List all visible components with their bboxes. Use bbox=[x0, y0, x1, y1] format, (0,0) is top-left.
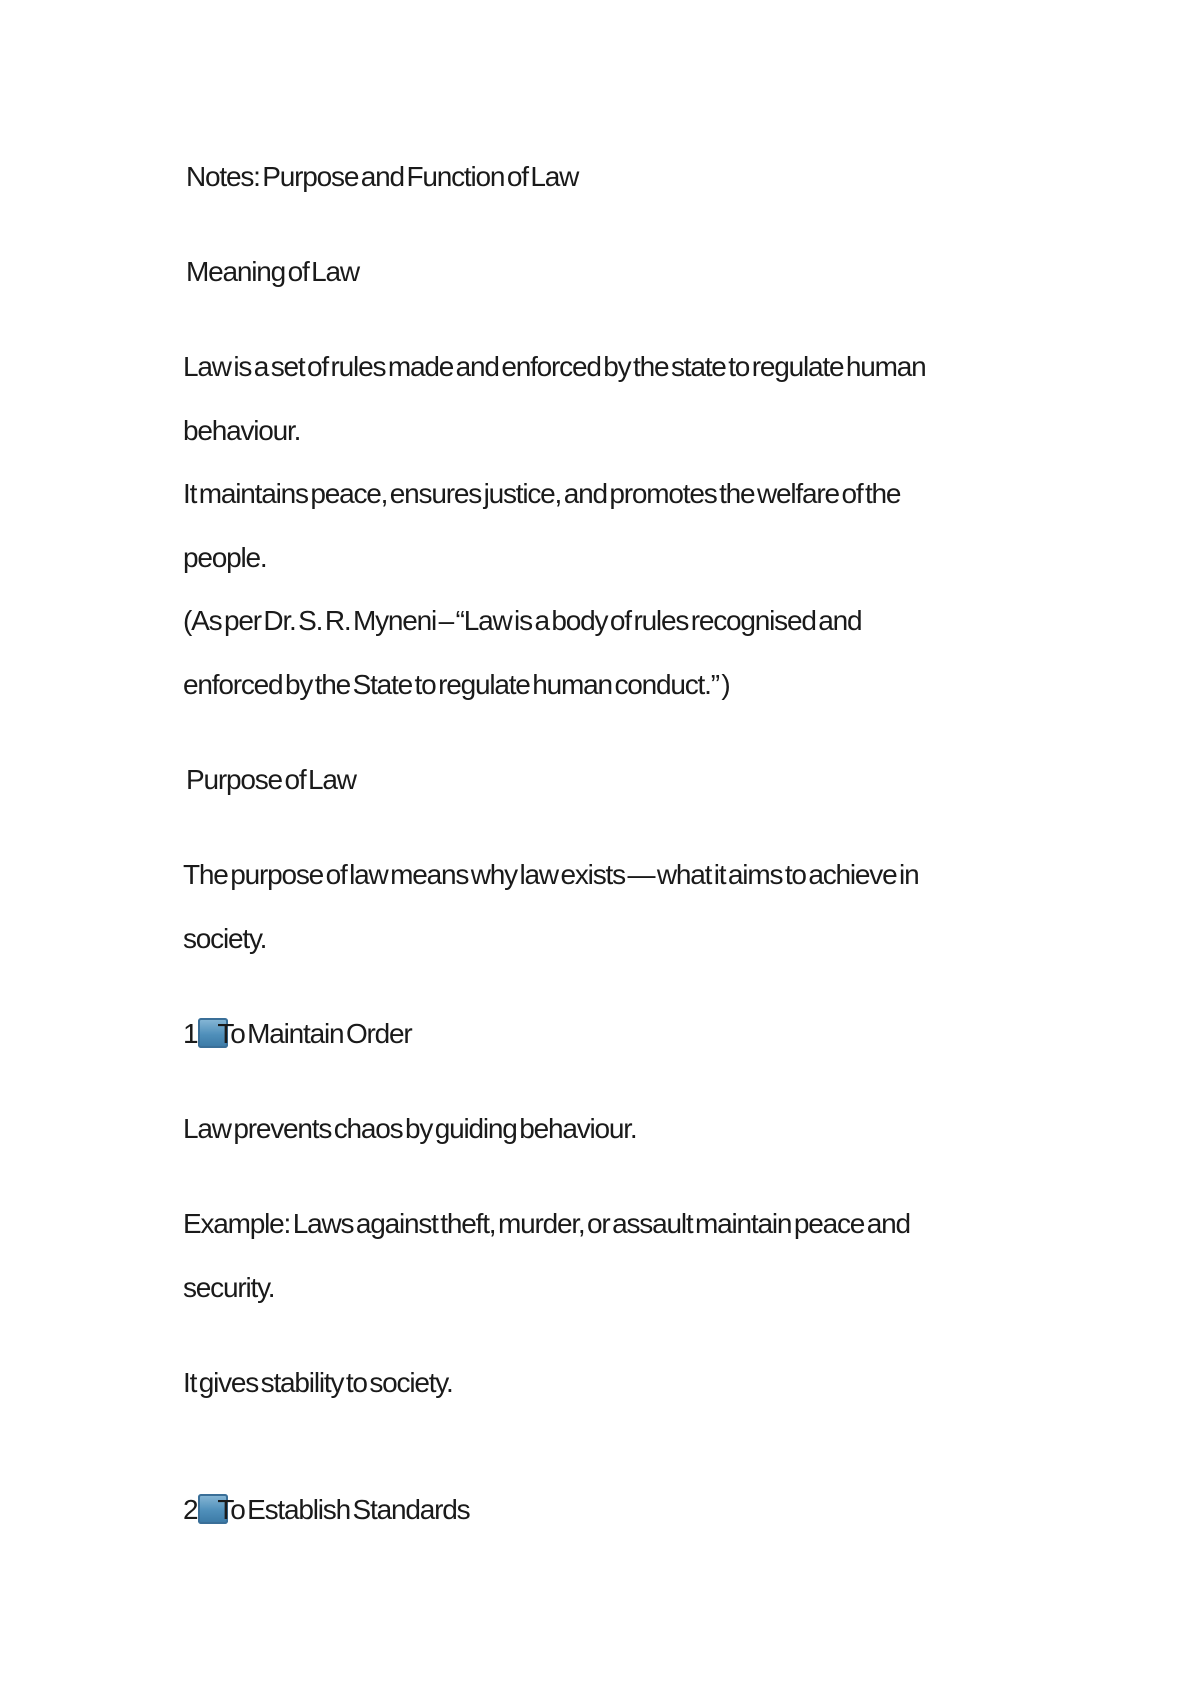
point-1-line-2: Example: Laws against theft, murder, or assault maintain peace and bbox=[183, 1208, 910, 1239]
meaning-heading: Meaning of Law bbox=[186, 256, 359, 287]
point-1-line-1: Law prevents chaos by guiding behaviour. bbox=[183, 1113, 637, 1144]
purpose-line-2: society. bbox=[183, 923, 267, 954]
meaning-line-2: behaviour. bbox=[183, 415, 301, 446]
point-2-title-first: T bbox=[217, 1494, 231, 1525]
point-1-line-4: It gives stability to society. bbox=[183, 1367, 453, 1398]
meaning-line-5: (As per Dr. S. R. Myneni – “Law is a body of rules recognised and bbox=[183, 605, 862, 636]
point-1-number: 1 bbox=[183, 1018, 198, 1049]
document-title: Notes: Purpose and Function of Law bbox=[186, 161, 579, 192]
purpose-line-1: The purpose of law means why law exists — what it aims to achieve in bbox=[183, 859, 919, 890]
point-2-heading bbox=[183, 1493, 469, 1527]
meaning-line-6: enforced by the State to regulate human conduct.” ) bbox=[183, 669, 730, 700]
meaning-line-3: It maintains peace, ensures justice, and promotes the welfare of the bbox=[183, 478, 901, 509]
meaning-line-1: Law is a set of rules made and enforced by the state to regulate human bbox=[183, 351, 926, 382]
point-1-title-first: T bbox=[217, 1018, 231, 1049]
point-1-heading bbox=[183, 1017, 412, 1051]
point-2-title-rest: o Establish Standards bbox=[230, 1494, 470, 1525]
purpose-heading: Purpose of Law bbox=[186, 764, 356, 795]
point-1-title-rest: o Maintain Order bbox=[230, 1018, 412, 1049]
meaning-line-4: people. bbox=[183, 542, 267, 573]
point-2-number: 2 bbox=[183, 1494, 198, 1525]
point-1-line-3: security. bbox=[183, 1272, 275, 1303]
